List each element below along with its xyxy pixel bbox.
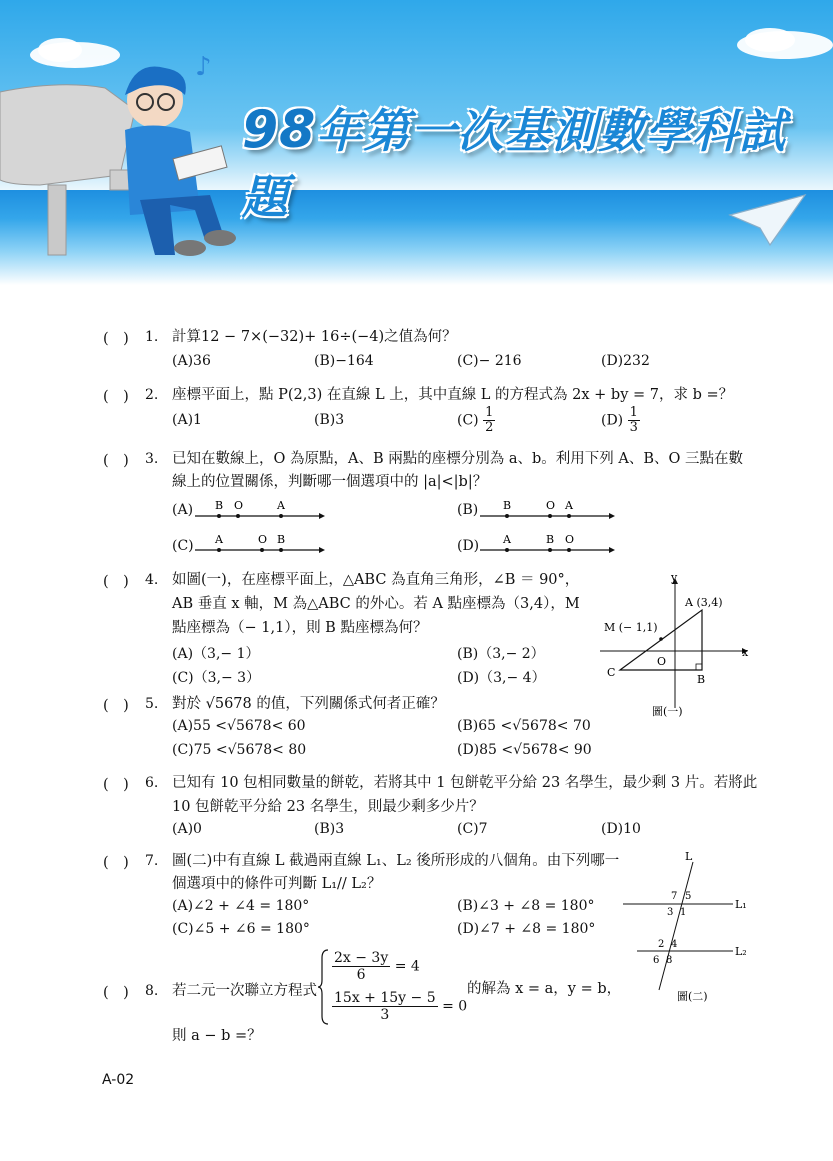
system-brace bbox=[318, 948, 330, 1026]
answer-bracket: ( ) bbox=[103, 574, 129, 590]
answer-bracket: ( ) bbox=[103, 855, 129, 871]
header-banner bbox=[0, 0, 833, 285]
option: (A)55 <√5678< 60 bbox=[172, 718, 306, 734]
question-number: 1. bbox=[145, 329, 159, 345]
option: (D) $\frac{1}{3}$ bbox=[601, 405, 638, 435]
answer-bracket: ( ) bbox=[103, 389, 129, 405]
point-label: B bbox=[215, 499, 224, 512]
option: (A)36 bbox=[172, 353, 211, 369]
option: (D)85 <√5678< 90 bbox=[457, 742, 592, 758]
point-label: B bbox=[277, 533, 286, 546]
angle-label: 4 bbox=[671, 939, 678, 950]
option: (A)（3,− 1） bbox=[172, 646, 260, 662]
answer-bracket: ( ) bbox=[103, 331, 129, 347]
page-number: A-02 bbox=[102, 1072, 135, 1088]
number-line-d bbox=[480, 532, 615, 556]
question-number: 6. bbox=[145, 775, 159, 791]
option: (C)− 216 bbox=[457, 353, 522, 369]
number-line-a bbox=[195, 498, 325, 522]
question-text: 已知在數線上，O 為原點，A、B 兩點的座標分別為 a、b。利用下列 A、B、O 三點在數 bbox=[172, 451, 743, 467]
number-line-c bbox=[195, 532, 325, 556]
angle-label: 6 bbox=[653, 955, 660, 966]
option: (A)∠2 + ∠4 = 180° bbox=[172, 898, 310, 914]
angle-label: 8 bbox=[666, 955, 673, 966]
answer-bracket: ( ) bbox=[103, 985, 129, 1001]
option: (B)65 <√5678< 70 bbox=[457, 718, 591, 734]
option: (A)0 bbox=[172, 821, 202, 837]
point-label: A bbox=[215, 533, 223, 546]
question-number: 3. bbox=[145, 451, 159, 467]
angle-label: 3 bbox=[667, 907, 674, 918]
point-label: O bbox=[258, 533, 268, 546]
point-label: A bbox=[565, 499, 573, 512]
question-number: 4. bbox=[145, 572, 159, 588]
equation-2: $\frac{15x + 15y - 5}{3}$ = 0 bbox=[334, 990, 468, 1023]
fraction: $\frac{1}{2}$ bbox=[485, 405, 494, 435]
option: (D)∠7 + ∠8 = 180° bbox=[457, 921, 596, 937]
option: (C)∠5 + ∠6 = 180° bbox=[172, 921, 310, 937]
option: (A)1 bbox=[172, 412, 202, 428]
option: (C)7 bbox=[457, 821, 488, 837]
page-title: 98年第一次基測數學科試題 bbox=[242, 100, 787, 224]
question-text: 如圖(一)，在座標平面上，△ABC 為直角三角形，∠B ＝ 90°， bbox=[172, 572, 580, 588]
shoe bbox=[174, 240, 206, 256]
question-text: 對於 √5678 的值，下列關係式何者正確？ bbox=[172, 696, 445, 712]
option: (D)232 bbox=[601, 353, 650, 369]
point-label: O bbox=[565, 533, 575, 546]
question-text: 10 包餅乾平分給 23 名學生，則最少剩多少片？ bbox=[172, 799, 484, 815]
figure-1 bbox=[590, 568, 755, 718]
line-label: L bbox=[685, 850, 693, 863]
equation-1: $\frac{2x - 3y}{6}$ = 4 bbox=[334, 950, 420, 983]
point-label: A (3,4) bbox=[685, 596, 723, 609]
point-label: M (− 1,1) bbox=[604, 621, 658, 634]
angle-label: 7 bbox=[671, 891, 678, 902]
option: (A) bbox=[172, 502, 194, 518]
question-text: AB 垂直 x 軸，M 為△ABC 的外心。若 A 點座標為（3,4），M bbox=[172, 596, 580, 612]
point-label: O bbox=[234, 499, 244, 512]
point-label: O bbox=[657, 655, 667, 668]
question-text: 若二元一次聯立方程式 bbox=[172, 983, 317, 999]
figure-caption: 圖(二) bbox=[677, 990, 708, 1003]
cloud bbox=[745, 28, 795, 52]
question-text: 線上的位置關係，判斷哪一個選項中的 |a|<|b|？ bbox=[172, 474, 488, 490]
axis-label: x bbox=[742, 646, 749, 659]
question-text: 則 a − b =？ bbox=[172, 1028, 262, 1044]
answer-bracket: ( ) bbox=[103, 453, 129, 469]
shoe bbox=[204, 230, 236, 246]
option: (B)3 bbox=[314, 412, 345, 428]
option: (D)（3,− 4） bbox=[457, 670, 546, 686]
option: (B)3 bbox=[314, 821, 345, 837]
line-label: L₁ bbox=[735, 898, 747, 911]
point-label: O bbox=[546, 499, 556, 512]
option: (C)（3,− 3） bbox=[172, 670, 261, 686]
point-label: C bbox=[607, 666, 616, 679]
option: (C) $\frac{1}{2}$ bbox=[457, 405, 494, 435]
question-text: 計算12 − 7×(−32)+ 16÷(−4)之值為何？ bbox=[172, 329, 457, 345]
figure-2 bbox=[615, 848, 755, 1003]
question-text: 的解為 x = a，y = b， bbox=[467, 981, 622, 997]
option: (B)∠3 + ∠8 = 180° bbox=[457, 898, 595, 914]
cloud bbox=[38, 38, 82, 62]
answer-bracket: ( ) bbox=[103, 777, 129, 793]
angle-label: 5 bbox=[685, 891, 692, 902]
option: (C)75 <√5678< 80 bbox=[172, 742, 307, 758]
option: (D) bbox=[457, 538, 480, 554]
question-text: 座標平面上，點 P(2,3) 在直線 L 上，其中直線 L 的方程式為 2x + by = 7，求 b =？ bbox=[172, 387, 734, 403]
piano-leg bbox=[48, 185, 66, 255]
point-label: A bbox=[503, 533, 511, 546]
question-text: 點座標為（− 1,1），則 B 點座標為何？ bbox=[172, 620, 428, 636]
point-label: A bbox=[277, 499, 285, 512]
question-number: 2. bbox=[145, 387, 159, 403]
question-number: 8. bbox=[145, 983, 159, 999]
angle-label: 1 bbox=[680, 907, 687, 918]
option: (B)（3,− 2） bbox=[457, 646, 545, 662]
angle-label: 2 bbox=[658, 939, 665, 950]
music-note-icon: ♪ bbox=[195, 52, 212, 82]
question-number: 5. bbox=[145, 696, 159, 712]
point-label: B bbox=[697, 673, 706, 686]
point-label: B bbox=[503, 499, 512, 512]
line-label: L₂ bbox=[735, 945, 747, 958]
question-text: 個選項中的條件可判斷 L₁// L₂？ bbox=[172, 876, 382, 892]
question-number: 7. bbox=[145, 853, 159, 869]
fraction: $\frac{1}{3}$ bbox=[629, 405, 638, 435]
option: (B) bbox=[457, 502, 479, 518]
question-text: 已知有 10 包相同數量的餅乾，若將其中 1 包餅乾平分給 23 名學生，最少剩 3 片。若將此 bbox=[172, 775, 758, 791]
option: (C) bbox=[172, 538, 194, 554]
point-label: B bbox=[546, 533, 555, 546]
number-line-b bbox=[480, 498, 615, 522]
option: (D)10 bbox=[601, 821, 641, 837]
option: (B)−164 bbox=[314, 353, 374, 369]
axis-label: y bbox=[671, 571, 678, 584]
figure-caption: 圖(一) bbox=[652, 705, 683, 718]
answer-bracket: ( ) bbox=[103, 698, 129, 714]
question-text: 圖(二)中有直線 L 截過兩直線 L₁、L₂ 後所形成的八個角。由下列哪一 bbox=[172, 853, 620, 869]
